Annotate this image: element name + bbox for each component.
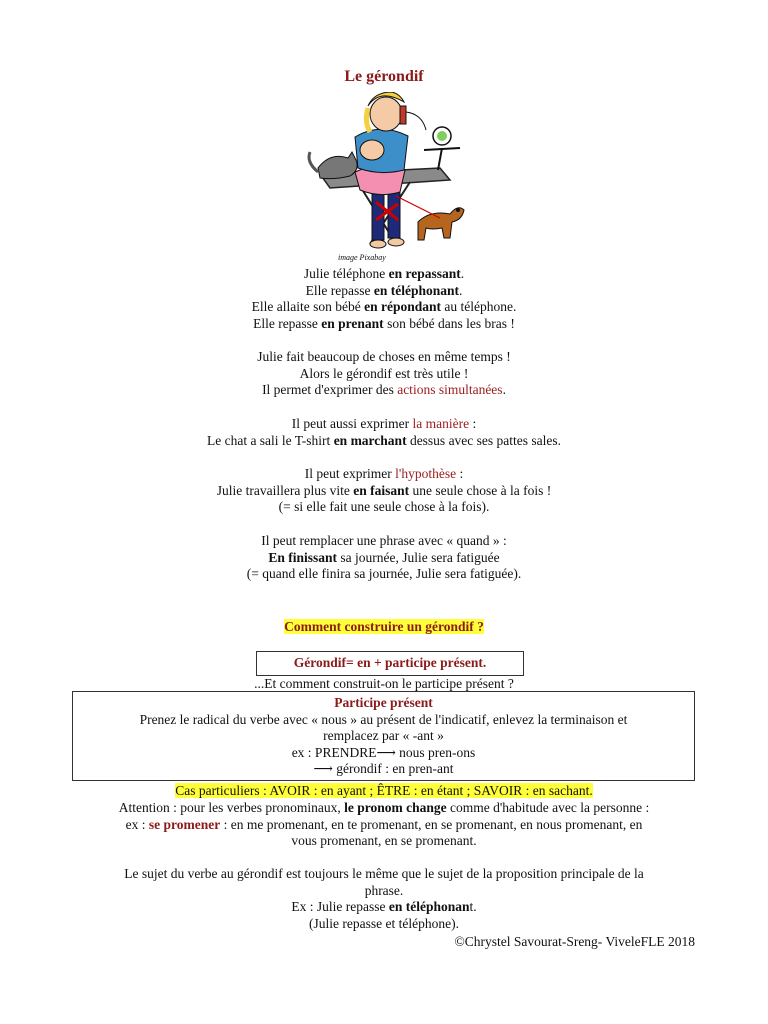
example-line: Elle repasse en prenant son bébé dans les bras ! [253,315,515,331]
text-line: Julie travaillera plus vite en faisant une seule chose à la fois ! [216,482,552,498]
text-line: (= quand elle finira sa journée, Julie sera fatiguée). [246,566,522,582]
text-line: phrase. [364,882,404,898]
text-line: ⟶ gérondif : en pren-ant [313,761,454,777]
text-line: Alors le gérondif est très utile ! [299,365,469,381]
simultaneous-block [70,349,698,399]
hypothesis-block [70,466,698,516]
text-line: Julie fait beaucoup de choses en même temps ! [257,349,511,364]
page-title: Le gérondif [344,68,424,85]
text-line: En finissant sa journée, Julie sera fatiguée [268,549,500,565]
text-line: Attention : pour les verbes pronominaux, le pronom change comme d'habitude avec la personne : [118,800,650,815]
text-line: Il peut aussi exprimer la manière : [291,416,477,431]
text-line: Ex : Julie repasse en téléphonant. [291,899,477,915]
sub-question: ...Et comment construit-on le participe présent ? [254,676,514,691]
text-line: Prenez le radical du verbe avec « nous » au présent de l'indicatif, enlevez la terminaison et [139,711,628,727]
formula-text: Gérondif= en + participe présent. [293,655,487,670]
illustration-woman-ironing [300,92,470,262]
example-line: Julie téléphone en repassant. [303,266,465,281]
text-line: (= si elle fait une seule chose à la fois). [278,499,490,515]
section-question: Comment construire un gérondif ? [284,619,484,634]
text-line: (Julie repasse et téléphone). [309,915,459,931]
text-line: Le sujet du verbe au gérondif est toujours le même que le sujet de la proposition principale de la [124,866,644,881]
text-line: Il peut remplacer une phrase avec « quand » : [261,533,507,548]
image-credit: image Pixabay [338,253,386,262]
manner-block [70,416,698,449]
copyright: ©Chrystel Savourat-Sreng- ViveleFLE 2018 [454,934,695,949]
example-line: Elle repasse en téléphonant. [305,282,463,298]
subject-rule-block [64,866,704,932]
special-cases: Cas particuliers : AVOIR : en ayant ; ÊTRE : en étant ; SAVOIR : en sachant. [175,783,593,798]
text-line: Il permet d'exprimer des actions simultanées. [262,382,506,398]
text-line: Le chat a sali le T-shirt en marchant dessus avec ses pattes sales. [206,432,562,448]
examples-block [70,266,698,332]
participe-present-box [72,691,695,781]
text-line: remplacez par « -ant » [323,728,444,744]
text-line: vous promenant, en se promenant. [291,833,477,849]
box-heading: Participe présent [334,695,433,710]
example-line: Elle allaite son bébé en répondant au téléphone. [251,299,517,315]
text-line: Il peut exprimer l'hypothèse : [304,466,464,481]
quand-block [70,533,698,583]
formula-box [256,651,524,676]
text-line: ex : PRENDRE⟶ nous pren-ons [291,744,476,760]
pronominal-block [64,800,704,850]
text-line: ex : se promener : en me promenant, en te promenant, en se promenant, en nous promenant, en [125,816,643,832]
